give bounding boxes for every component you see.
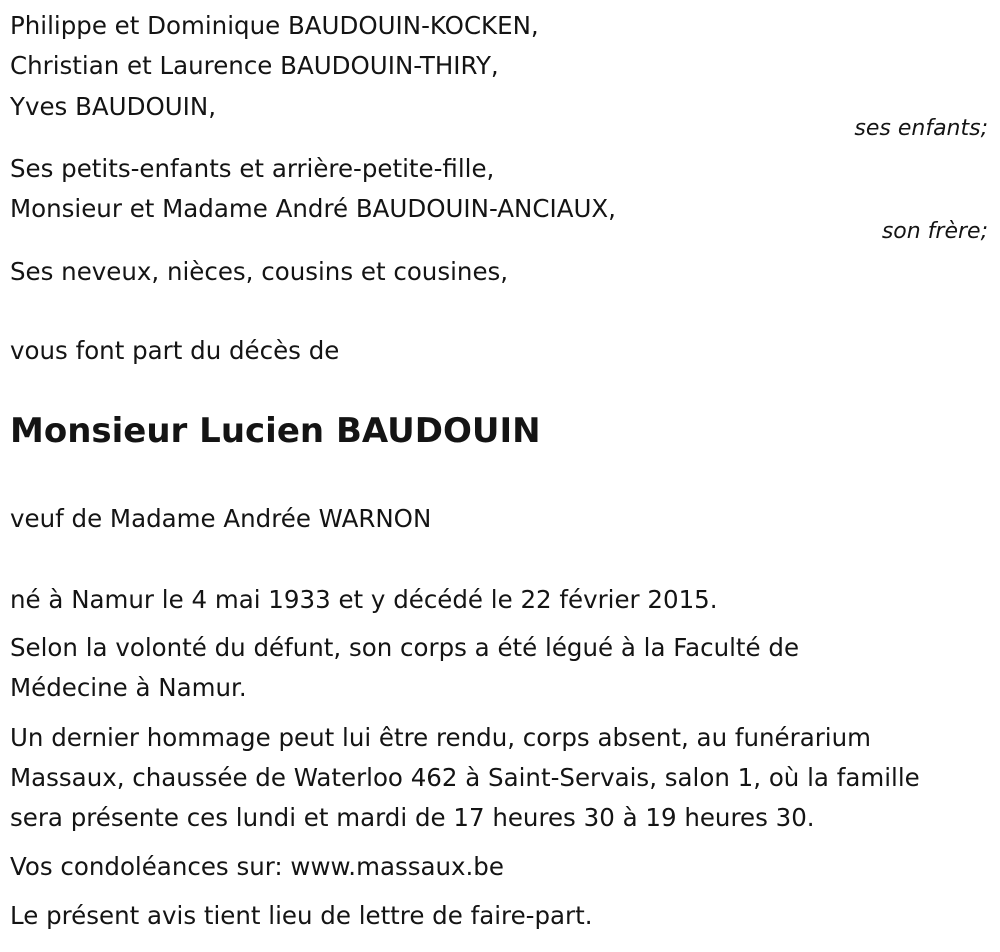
relatives-line: Ses neveux, nièces, cousins et cousines,: [10, 257, 509, 286]
child-line-1: Philippe et Dominique BAUDOUIN-KOCKEN,: [10, 11, 539, 40]
tribute-line-2: Massaux, chaussée de Waterloo 462 à Saint-Servais, salon 1, où la famille: [10, 763, 920, 792]
closing-line: Le présent avis tient lieu de lettre de faire-part.: [10, 901, 593, 930]
widower-line: veuf de Madame Andrée WARNON: [10, 504, 432, 533]
grandchildren-line: Ses petits-enfants et arrière-petite-fille,: [10, 154, 495, 183]
tribute-line-3: sera présente ces lundi et mardi de 17 heures 30 à 19 heures 30.: [10, 803, 815, 832]
deceased-name: Monsieur Lucien BAUDOUIN: [10, 411, 541, 451]
condolences-line: Vos condoléances sur: www.massaux.be: [10, 852, 504, 881]
child-line-3: Yves BAUDOUIN,: [10, 92, 217, 121]
tribute-line-1: Un dernier hommage peut lui être rendu, corps absent, au funérarium: [10, 723, 871, 752]
child-line-2: Christian et Laurence BAUDOUIN-THIRY,: [10, 51, 499, 80]
bequest-line-1: Selon la volonté du défunt, son corps a été légué à la Faculté de: [10, 633, 800, 662]
birth-death-line: né à Namur le 4 mai 1933 et y décédé le 22 février 2015.: [10, 585, 718, 614]
brother-line: Monsieur et Madame André BAUDOUIN-ANCIAUX,: [10, 194, 616, 223]
children-role: ses enfants;: [854, 116, 988, 141]
bequest-line-2: Médecine à Namur.: [10, 673, 247, 702]
announce-line: vous font part du décès de: [10, 336, 340, 365]
brother-role: son frère;: [881, 219, 988, 244]
